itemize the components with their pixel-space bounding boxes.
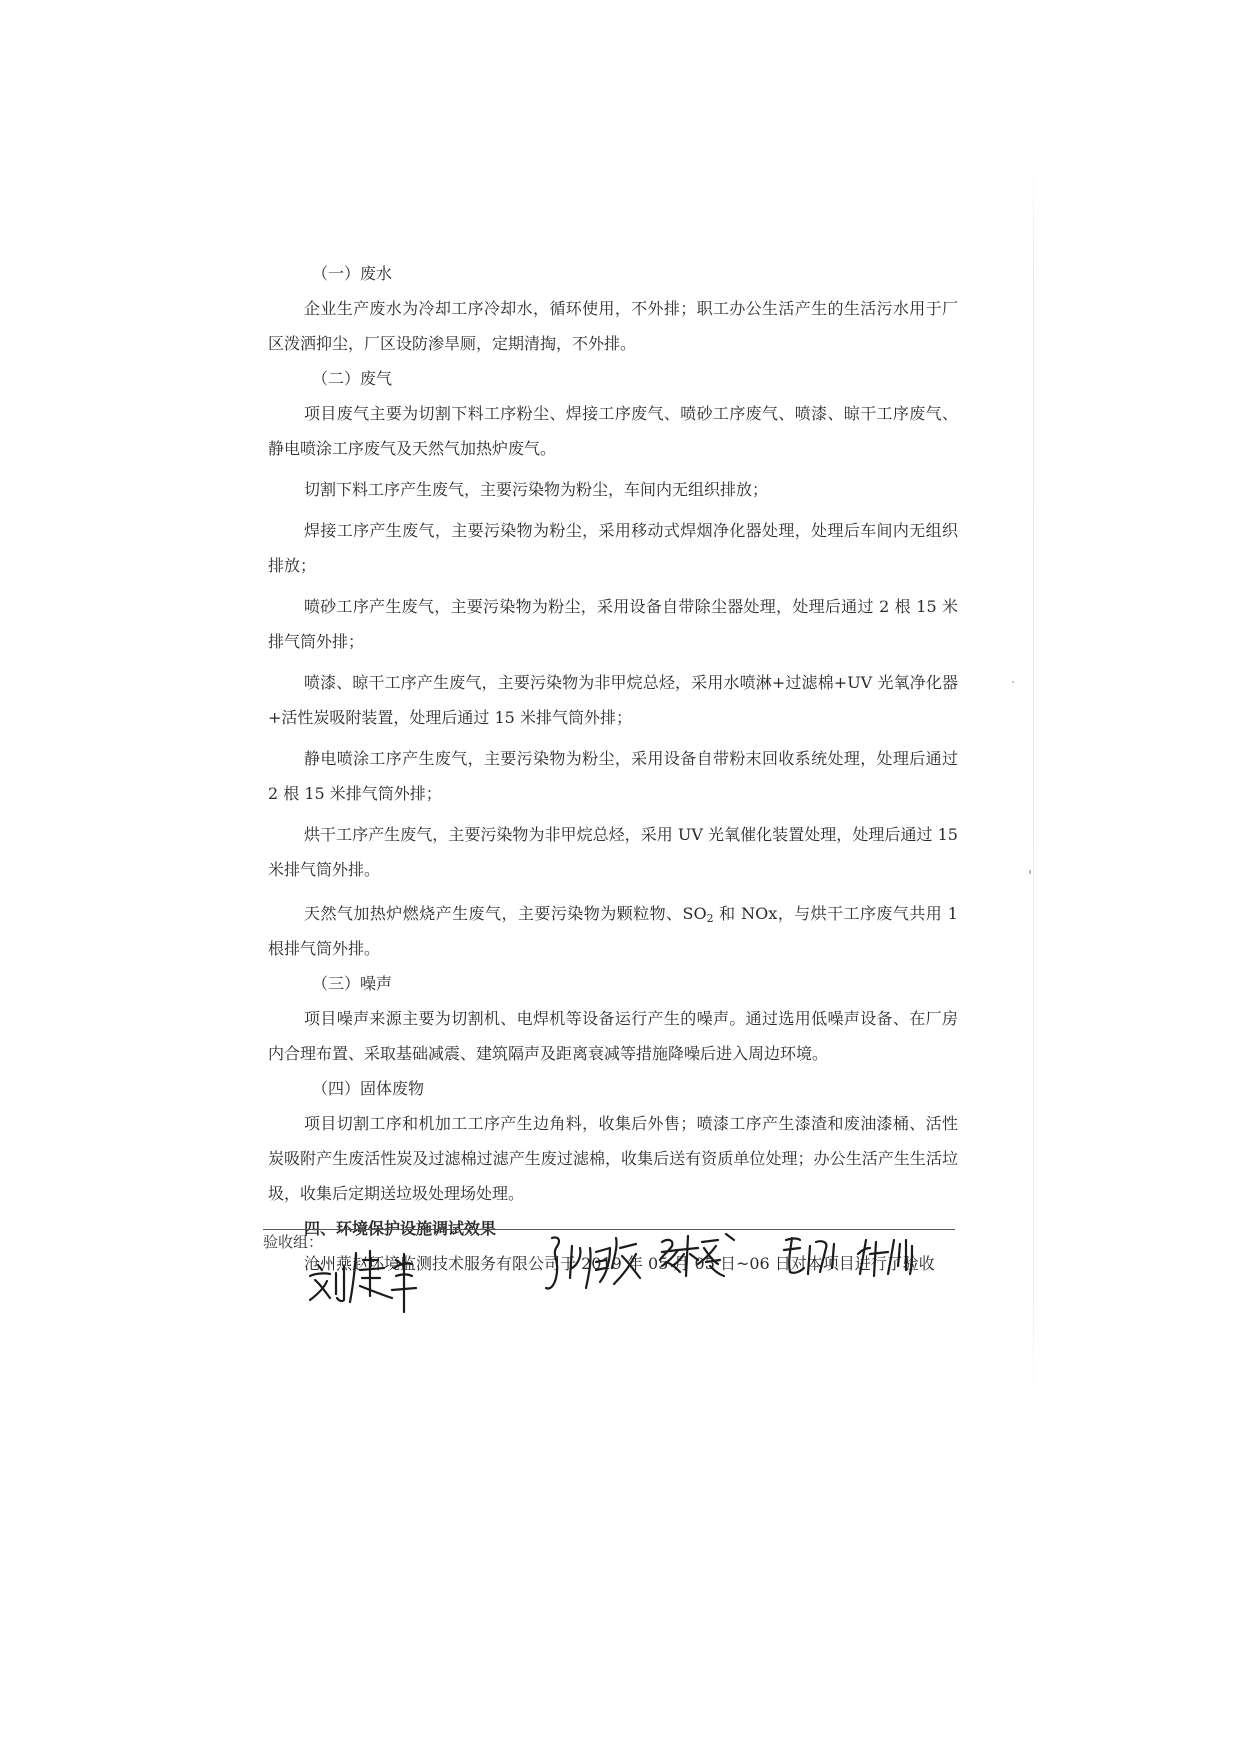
- body-text: [268, 256, 958, 1281]
- signature-2: [546, 1237, 640, 1288]
- paragraph-cutting: 切割下料工序产生废气，主要污染物为粉尘，车间内无组织排放；: [304, 480, 769, 499]
- signature-3: [660, 1234, 734, 1276]
- paragraph-electrostatic: 静电喷涂工序产生废气，主要污染物为粉尘，采用设备自带粉末回收系统处理，处理后通过 2 根 15 米排气筒外排；: [268, 749, 958, 803]
- paragraph-noise: 项目噪声来源主要为切割机、电焊机等设备运行产生的噪声。通过选用低噪声设备、在厂房内合理布置、采取基础减震、建筑隔声及距离衰减等措施降噪后进入周边环境。: [268, 1009, 958, 1063]
- heading-solid-waste: （四）固体废物: [312, 1079, 425, 1098]
- heading-noise: （三）噪声: [312, 974, 393, 993]
- signature-area: [300, 1218, 1040, 1328]
- paragraph-solid-waste: 项目切割工序和机加工工序产生边角料，收集后外售；喷漆工序产生漆渣和废油漆桶、活性炭吸附产生废活性炭及过滤棉过滤产生废过滤棉，收集后送有资质单位处理；办公生活产生生活垃圾，收集后定期送垃圾处理场处理。: [268, 1114, 958, 1203]
- scan-speck: [1012, 681, 1014, 683]
- paragraph-gas-furnace: [268, 896, 958, 966]
- paragraph-welding: 焊接工序产生废气，主要污染物为粉尘，采用移动式焊烟净化器处理，处理后车间内无组织排放；: [268, 521, 958, 575]
- signature-1: [310, 1251, 416, 1312]
- paragraph-wastewater: 企业生产废水为冷却工序冷却水，循环使用，不外排；职工办公生活产生的生活污水用于厂区泼洒抑尘，厂区设防渗旱厕，定期清掏，不外排。: [268, 299, 958, 353]
- scan-speck: [1029, 870, 1031, 874]
- heading-commissioning: 四、环境保护设施调试效果: [304, 1219, 497, 1238]
- paragraph-drying: 烘干工序产生废气，主要污染物为非甲烷总烃，采用 UV 光氧催化装置处理，处理后通过 15 米排气筒外排。: [268, 825, 958, 879]
- gas-furnace-text-1: 天然气加热炉燃烧产生废气，主要污染物为颗粒物、SO: [304, 904, 707, 923]
- paragraph-painting: 喷漆、晾干工序产生废气，主要污染物为非甲烷总烃，采用水喷淋+过滤棉+UV 光氧净化器+活性炭吸附装置，处理后通过 15 米排气筒外排；: [268, 673, 958, 727]
- signature-4: [784, 1238, 834, 1274]
- gas-furnace-text-2: 和 NOx，与烘干工序废气共用 1 根排气筒外排。: [268, 904, 958, 958]
- paragraph-commissioning: 沧州燕赵环境监测技术服务有限公司于 2019 年 05 月 05 日~06 日对本项目进行了验收: [304, 1254, 935, 1273]
- heading-wastewater: （一）废水: [312, 264, 393, 283]
- so2-subscript: 2: [706, 912, 714, 925]
- paragraph-waste-gas-intro: 项目废气主要为切割下料工序粉尘、焊接工序废气、喷砂工序废气、喷漆、晾干工序废气、静电喷涂工序废气及天然气加热炉废气。: [268, 404, 958, 458]
- paragraph-sandblasting: 喷砂工序产生废气，主要污染物为粉尘，采用设备自带除尘器处理，处理后通过 2 根 15 米排气筒外排；: [268, 597, 958, 651]
- acceptance-group-label: 验收组：: [263, 1233, 324, 1251]
- heading-waste-gas: （二）废气: [312, 369, 393, 388]
- signature-5: [858, 1240, 912, 1276]
